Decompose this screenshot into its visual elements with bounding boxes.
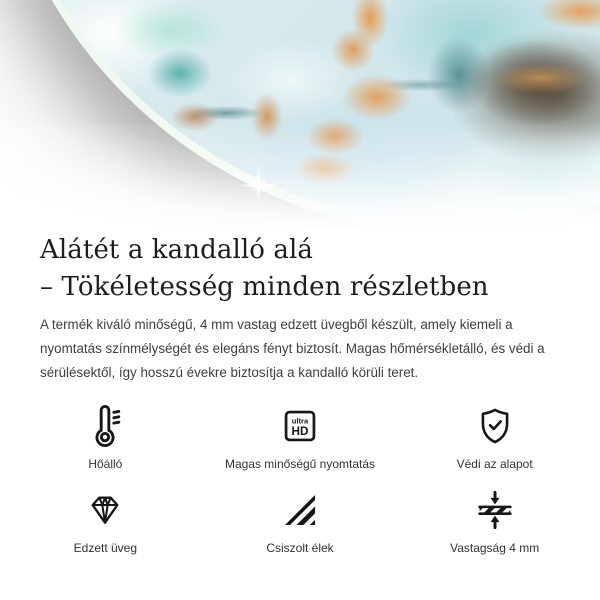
thermometer-icon bbox=[82, 403, 128, 449]
feature-label: Edzett üveg bbox=[73, 541, 138, 555]
diamond-icon bbox=[83, 490, 127, 530]
feature-label: Védi az alapot bbox=[456, 457, 533, 471]
feature-heat-resistant bbox=[8, 403, 203, 471]
feature-protects-base bbox=[397, 403, 592, 471]
ultra-hd-icon bbox=[281, 407, 319, 445]
feature-polished-edges bbox=[203, 487, 398, 555]
feature-label: Magas minőségű nyomtatás bbox=[224, 457, 376, 471]
title-line-1: Alátét a kandalló alá bbox=[40, 235, 314, 265]
product-description: A termék kiváló minőségű, 4 mm vastag edzett üvegből készült, amely kiemeli a nyomtatás színmélységét és elegáns fényt biztosít. Magas hőmérsékletálló, és védi a sérülésektől, így hosszú évekre biztosítja a kandalló körüli teret. bbox=[40, 317, 545, 380]
features-grid bbox=[8, 403, 592, 555]
feature-ultra-hd-print bbox=[203, 403, 398, 471]
feature-label: Hőálló bbox=[88, 457, 123, 471]
thickness-icon bbox=[473, 487, 517, 533]
shield-check-icon bbox=[474, 405, 516, 447]
page-title bbox=[40, 232, 560, 306]
glass-artwork bbox=[0, 0, 600, 225]
hd-label: HD bbox=[291, 425, 309, 439]
ultra-label: ultra bbox=[291, 416, 309, 426]
product-info bbox=[0, 232, 600, 385]
product-image bbox=[0, 0, 600, 232]
feature-label: Vastagság 4 mm bbox=[450, 541, 540, 555]
polished-edge-icon bbox=[279, 489, 321, 531]
feature-tempered-glass bbox=[8, 487, 203, 555]
feature-thickness-4mm bbox=[397, 487, 592, 555]
title-line-2: – Tökéletesség minden részletben bbox=[40, 272, 489, 302]
feature-label: Csiszolt élek bbox=[266, 541, 334, 555]
